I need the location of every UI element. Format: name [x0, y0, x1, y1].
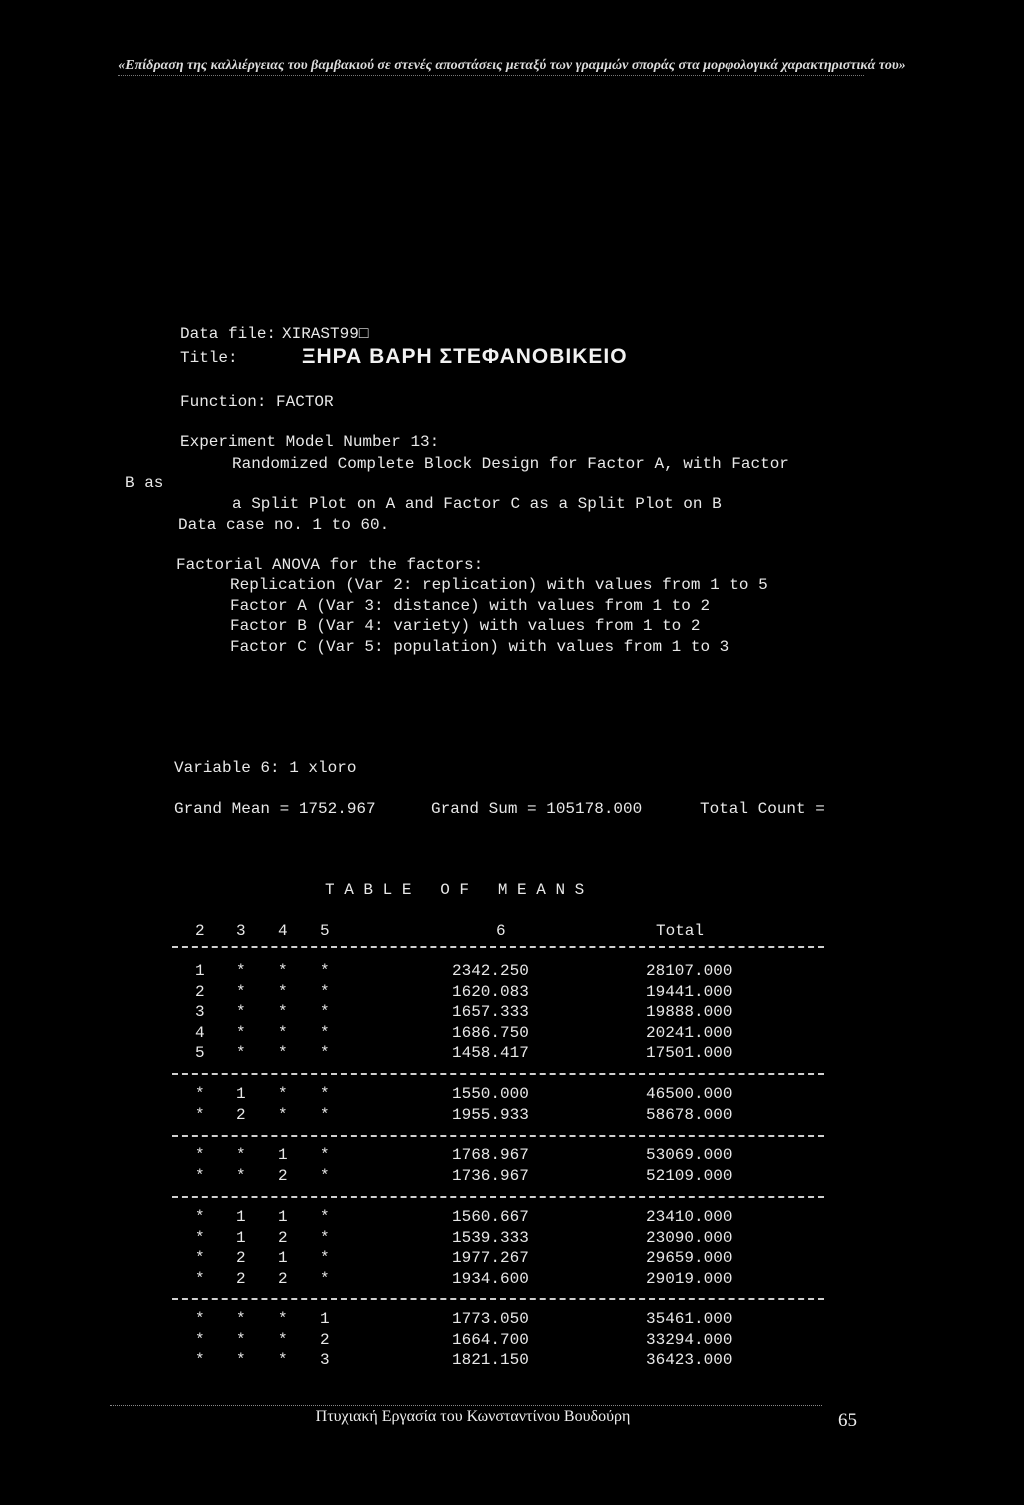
footer-divider	[110, 1405, 822, 1406]
means-cell-factor-a: *	[236, 1146, 246, 1164]
means-cell-total: 23090.000	[646, 1229, 733, 1247]
means-cell-mean: 1458.417	[452, 1044, 529, 1062]
means-cell-factor-a: *	[236, 1024, 246, 1042]
means-cell-rep: 4	[195, 1024, 205, 1042]
means-cell-factor-a: *	[236, 1351, 246, 1369]
means-cell-factor-b: *	[278, 983, 288, 1001]
total-count: Total Count =	[700, 800, 825, 818]
means-cell-factor-c: *	[320, 1106, 330, 1124]
means-cell-mean: 1955.933	[452, 1106, 529, 1124]
means-cell-factor-c: *	[320, 1044, 330, 1062]
means-cell-factor-c: 2	[320, 1331, 330, 1349]
means-cell-rep: *	[195, 1106, 205, 1124]
means-cell-factor-c: *	[320, 1146, 330, 1164]
means-cell-factor-b: *	[278, 1044, 288, 1062]
column-header-6: 6	[496, 922, 506, 940]
means-cell-factor-c: *	[320, 1167, 330, 1185]
means-cell-factor-c: *	[320, 1270, 330, 1288]
means-cell-factor-a: 1	[236, 1085, 246, 1103]
means-cell-factor-a: *	[236, 1044, 246, 1062]
means-cell-rep: 3	[195, 1003, 205, 1021]
means-cell-rep: 2	[195, 983, 205, 1001]
means-cell-mean: 1686.750	[452, 1024, 529, 1042]
means-cell-rep: *	[195, 1270, 205, 1288]
means-cell-factor-a: *	[236, 1167, 246, 1185]
means-cell-factor-c: *	[320, 1003, 330, 1021]
means-cell-total: 29019.000	[646, 1270, 733, 1288]
means-cell-factor-b: 1	[278, 1249, 288, 1267]
means-cell-factor-b: 1	[278, 1146, 288, 1164]
means-cell-total: 20241.000	[646, 1024, 733, 1042]
means-cell-mean: 1934.600	[452, 1270, 529, 1288]
means-cell-total: 17501.000	[646, 1044, 733, 1062]
means-cell-mean: 1539.333	[452, 1229, 529, 1247]
means-cell-rep: *	[195, 1167, 205, 1185]
means-cell-total: 53069.000	[646, 1146, 733, 1164]
means-cell-factor-b: *	[278, 1024, 288, 1042]
means-cell-mean: 1657.333	[452, 1003, 529, 1021]
page-number: 65	[838, 1410, 857, 1431]
means-cell-rep: *	[195, 1085, 205, 1103]
means-cell-factor-b: *	[278, 1351, 288, 1369]
data-file-label: Data file:	[180, 325, 277, 343]
report-title: ΞΗΡΑ ΒΑΡΗ ΣΤΕΦΑΝΟΒΙΚΕΙΟ	[302, 345, 628, 368]
variable-line: Variable 6: 1 xloro	[174, 759, 357, 777]
means-cell-mean: 1560.667	[452, 1208, 529, 1226]
means-cell-mean: 1736.967	[452, 1167, 529, 1185]
means-cell-rep: 5	[195, 1044, 205, 1062]
means-cell-factor-b: 2	[278, 1229, 288, 1247]
means-cell-mean: 1620.083	[452, 983, 529, 1001]
means-cell-factor-a: 2	[236, 1270, 246, 1288]
means-cell-factor-c: *	[320, 1085, 330, 1103]
dashed-separator	[172, 1196, 824, 1198]
means-cell-factor-c: *	[320, 1249, 330, 1267]
means-cell-total: 58678.000	[646, 1106, 733, 1124]
footer-text: Πτυχιακή Εργασία του Κωνσταντίνου Βουδούρη	[315, 1408, 631, 1425]
means-cell-factor-a: 2	[236, 1249, 246, 1267]
means-cell-total: 33294.000	[646, 1331, 733, 1349]
means-cell-factor-a: 1	[236, 1208, 246, 1226]
design-wrap: B as	[125, 474, 164, 492]
means-cell-factor-b: *	[278, 1085, 288, 1103]
means-cell-total: 23410.000	[646, 1208, 733, 1226]
means-cell-factor-a: *	[236, 1310, 246, 1328]
design-line-1: Randomized Complete Block Design for Factor A, with Factor	[232, 455, 789, 473]
column-header-2: 2	[195, 922, 205, 940]
means-cell-factor-b: 2	[278, 1167, 288, 1185]
means-cell-rep: *	[195, 1331, 205, 1349]
means-cell-factor-b: 2	[278, 1270, 288, 1288]
means-cell-factor-b: *	[278, 1003, 288, 1021]
column-header-4: 4	[278, 922, 288, 940]
grand-sum: Grand Sum = 105178.000	[431, 800, 643, 818]
means-cell-factor-c: 3	[320, 1351, 330, 1369]
means-cell-factor-a: *	[236, 962, 246, 980]
grand-mean: Grand Mean = 1752.967	[174, 800, 376, 818]
column-header-3: 3	[236, 922, 246, 940]
means-cell-rep: *	[195, 1249, 205, 1267]
means-cell-total: 35461.000	[646, 1310, 733, 1328]
means-cell-factor-a: 1	[236, 1229, 246, 1247]
means-cell-total: 29659.000	[646, 1249, 733, 1267]
means-cell-mean: 1821.150	[452, 1351, 529, 1369]
means-cell-rep: *	[195, 1208, 205, 1226]
means-cell-mean: 1664.700	[452, 1331, 529, 1349]
title-label: Title:	[180, 349, 238, 367]
means-cell-mean: 1977.267	[452, 1249, 529, 1267]
means-cell-total: 36423.000	[646, 1351, 733, 1369]
means-cell-total: 19888.000	[646, 1003, 733, 1021]
means-cell-factor-a: *	[236, 983, 246, 1001]
means-cell-factor-b: *	[278, 1331, 288, 1349]
means-cell-factor-c: *	[320, 1024, 330, 1042]
means-cell-mean: 1768.967	[452, 1146, 529, 1164]
means-table-heading: T A B L E O F M E A N S	[325, 881, 585, 899]
means-cell-factor-c: *	[320, 1229, 330, 1247]
data-case-line: Data case no. 1 to 60.	[178, 516, 390, 534]
means-cell-rep: *	[195, 1146, 205, 1164]
means-cell-factor-b: 1	[278, 1208, 288, 1226]
column-header-total: Total	[656, 922, 705, 940]
means-cell-mean: 2342.250	[452, 962, 529, 980]
means-cell-factor-c: *	[320, 962, 330, 980]
dashed-separator	[172, 1135, 824, 1137]
means-cell-mean: 1550.000	[452, 1085, 529, 1103]
design-line-2: a Split Plot on A and Factor C as a Split Plot on B	[232, 495, 722, 513]
means-cell-factor-a: 2	[236, 1106, 246, 1124]
means-cell-rep: 1	[195, 962, 205, 980]
means-cell-factor-c: 1	[320, 1310, 330, 1328]
function-line: Function: FACTOR	[180, 393, 334, 411]
means-cell-total: 46500.000	[646, 1085, 733, 1103]
factor-line: Replication (Var 2: replication) with values from 1 to 5	[230, 576, 768, 594]
factor-line: Factor A (Var 3: distance) with values from 1 to 2	[230, 597, 711, 615]
means-cell-total: 19441.000	[646, 983, 733, 1001]
means-cell-total: 52109.000	[646, 1167, 733, 1185]
factor-line: Factor C (Var 5: population) with values from 1 to 3	[230, 638, 730, 656]
header-divider	[118, 75, 864, 76]
means-cell-rep: *	[195, 1310, 205, 1328]
factor-line: Factor B (Var 4: variety) with values from 1 to 2	[230, 617, 701, 635]
means-cell-factor-b: *	[278, 1106, 288, 1124]
means-cell-factor-a: *	[236, 1331, 246, 1349]
means-cell-factor-b: *	[278, 1310, 288, 1328]
experiment-line: Experiment Model Number 13:	[180, 433, 440, 451]
means-cell-rep: *	[195, 1229, 205, 1247]
means-cell-factor-b: *	[278, 962, 288, 980]
means-cell-factor-a: *	[236, 1003, 246, 1021]
means-cell-rep: *	[195, 1351, 205, 1369]
means-cell-factor-c: *	[320, 983, 330, 1001]
data-file-value: XIRAST99□	[282, 325, 369, 343]
dashed-separator	[172, 1298, 824, 1300]
anova-heading: Factorial ANOVA for the factors:	[176, 556, 484, 574]
column-header-5: 5	[320, 922, 330, 940]
means-cell-total: 28107.000	[646, 962, 733, 980]
running-header: «Επίδραση της καλλιέργειας του βαμβακιού σε στενές αποστάσεις μεταξύ των γραμμών σποράς στα μορφολογικά χαρακτηριστικά του»	[118, 58, 906, 73]
dashed-separator	[172, 1073, 824, 1075]
dashed-separator	[172, 946, 824, 948]
means-cell-factor-c: *	[320, 1208, 330, 1226]
means-cell-mean: 1773.050	[452, 1310, 529, 1328]
